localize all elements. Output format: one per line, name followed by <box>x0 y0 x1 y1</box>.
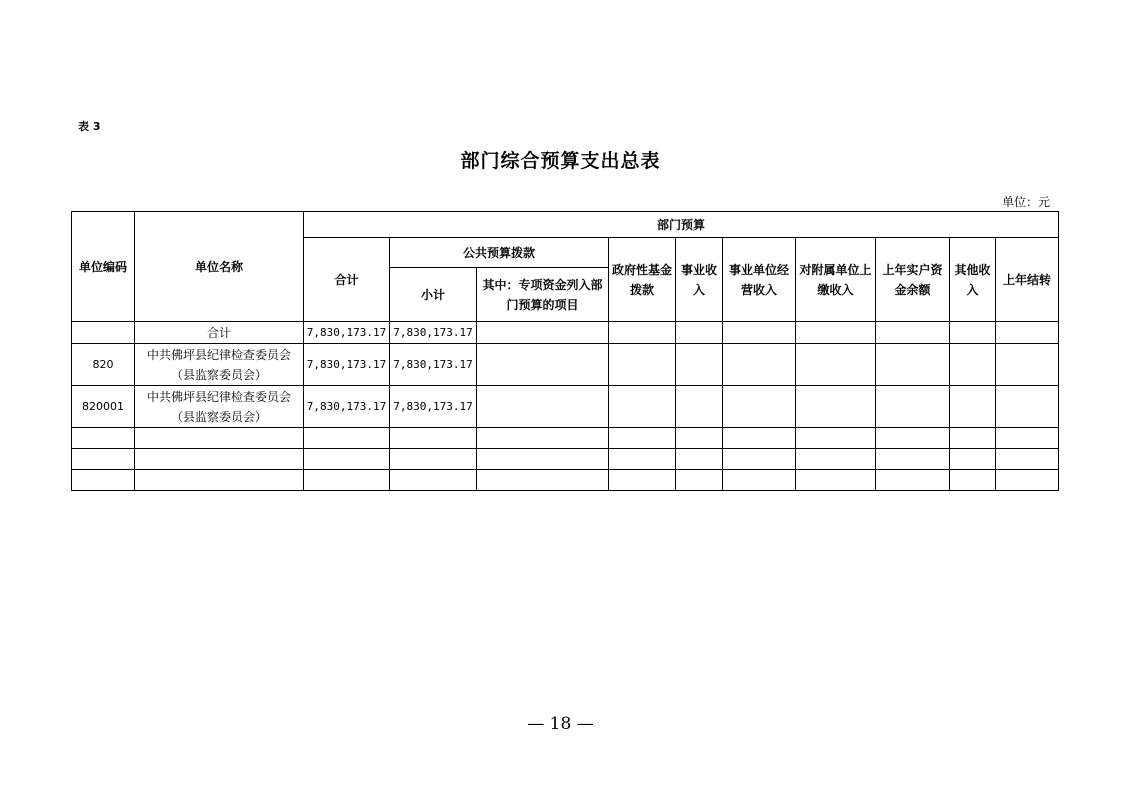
header-other-income: 其他收入 <box>950 238 996 322</box>
row-subtotal: 7,830,173.17 <box>390 344 477 386</box>
header-career-unit-income: 事业单位经营收入 <box>723 238 796 322</box>
header-total: 合计 <box>304 238 390 322</box>
row-name: 合计 <box>135 322 304 344</box>
header-dept-budget: 部门预算 <box>304 212 1059 238</box>
page-number: — 18 — <box>527 714 594 734</box>
header-unit-code: 单位编码 <box>72 212 135 322</box>
header-special-funds: 其中：专项资金列入部门预算的项目 <box>477 268 609 322</box>
table-row <box>72 386 1059 428</box>
header-prev-balance: 上年实户资金余额 <box>876 238 950 322</box>
unit-label: 单位：元 <box>1001 195 1050 209</box>
header-subordinate-income: 对附属单位上缴收入 <box>796 238 876 322</box>
row-subtotal: 7,830,173.17 <box>390 386 477 428</box>
empty-row <box>72 428 1059 449</box>
row-total: 7,830,173.17 <box>304 322 390 344</box>
header-gov-fund: 政府性基金拨款 <box>609 238 676 322</box>
page-title: 部门综合预算支出总表 <box>460 150 661 172</box>
row-total: 7,830,173.17 <box>304 386 390 428</box>
row-code: 820001 <box>72 386 135 428</box>
budget-table <box>71 211 1059 491</box>
table-number: 表 3 <box>78 120 101 133</box>
table-row <box>72 344 1059 386</box>
row-name: 中共佛坪县纪律检查委员会（县监察委员会） <box>135 386 304 428</box>
header-career-income: 事业收入 <box>676 238 723 322</box>
table-row <box>72 322 1059 344</box>
header-public-alloc: 公共预算拨款 <box>390 238 609 268</box>
header-unit-name: 单位名称 <box>135 212 304 322</box>
row-total: 7,830,173.17 <box>304 344 390 386</box>
empty-row <box>72 470 1059 491</box>
header-subtotal: 小计 <box>390 268 477 322</box>
row-code: 820 <box>72 344 135 386</box>
row-name: 中共佛坪县纪律检查委员会（县监察委员会） <box>135 344 304 386</box>
header-carryover: 上年结转 <box>996 238 1059 322</box>
empty-row <box>72 449 1059 470</box>
row-subtotal: 7,830,173.17 <box>390 322 477 344</box>
row-code <box>72 322 135 344</box>
